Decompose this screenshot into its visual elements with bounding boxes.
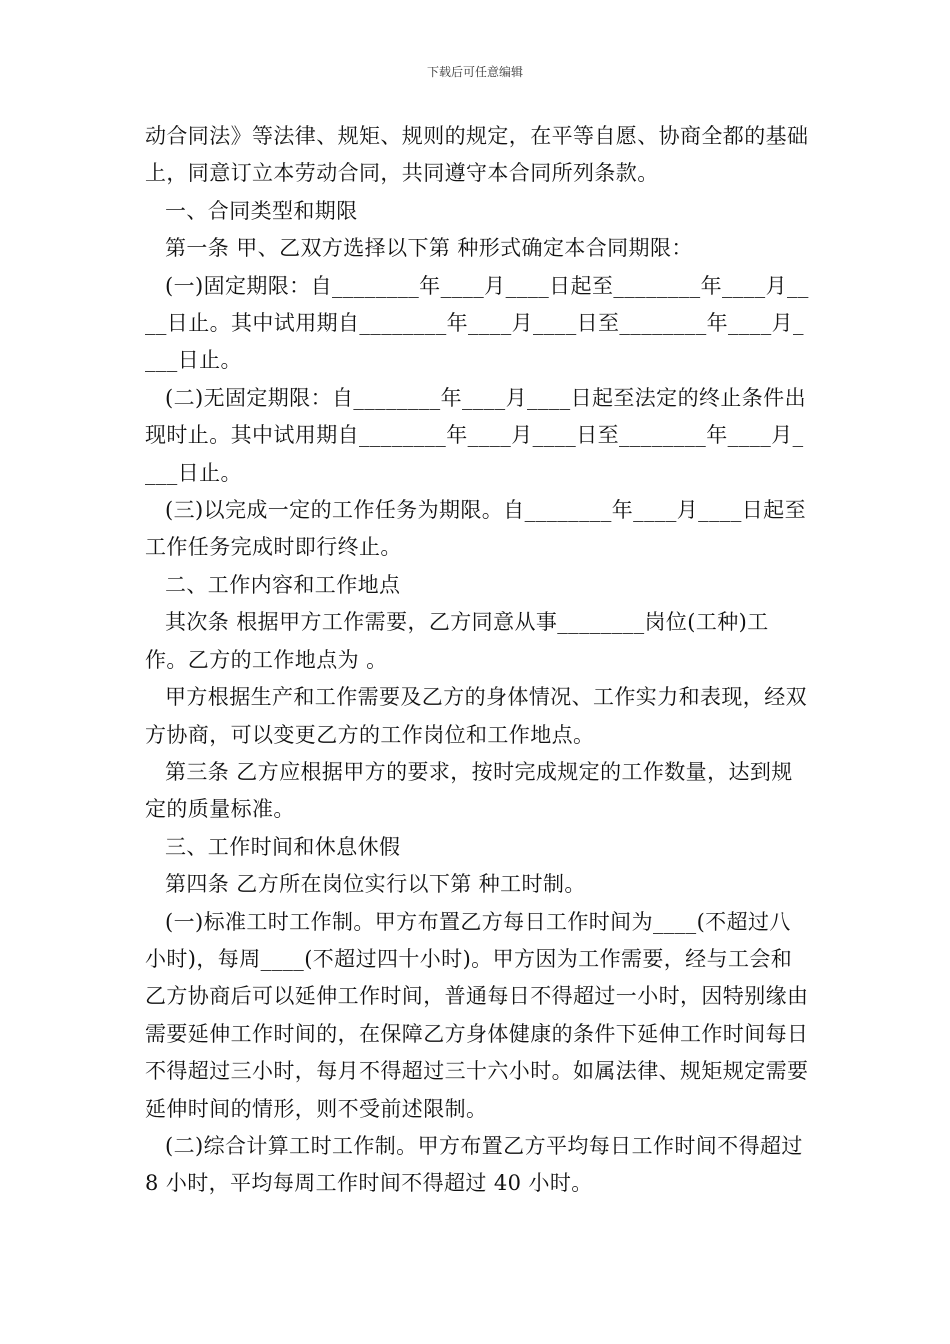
paragraph: 第一条 甲、乙双方选择以下第 种形式确定本合同期限： <box>165 236 693 261</box>
paragraph: 动合同法》等法律、规矩、规则的规定，在平等自愿、协商全都的基础上，同意订立本劳动合同，共同遵守本合同所列条款。 <box>145 124 809 186</box>
paragraph: 第三条 乙方应根据甲方的要求，按时完成规定的工作数量，达到规定的质量标准。 <box>145 759 793 822</box>
paragraph: 甲方根据生产和工作需要及乙方的身体情况、工作实力和表现，经双方协商，可以变更乙方的工作岗位和工作地点。 <box>145 685 807 747</box>
section-heading: 一、合同类型和期限 <box>165 198 358 223</box>
paragraph: 其次条 根据甲方工作需要，乙方同意从事________岗位(工种)工作。乙方的工作地点为 。 <box>145 610 769 672</box>
paragraph: (一)标准工时工作制。甲方布置乙方每日工作时间为____(不超过八小时)，每周____(不超过四十小时)。甲方因为工作需要，经与工会和乙方协商后可以延伸工作时间，普通每日不得超过一小时，因特别缘由需要延伸工作时间的，在保障乙方身体健康的条件下延伸工作时间每日不得超过三小时，每月不得超过三十六小时。如属法律、规矩规定需要延伸时间的情形，则不受前述限制。 <box>145 909 809 1121</box>
paragraph: (三)以完成一定的工作任务为期限。自________年____月____日起至工作任务完成时即行终止。 <box>145 498 806 560</box>
document-body <box>145 118 810 1203</box>
paragraph: (二)无固定期限：自________年____月____日起至法定的终止条件出现时止。其中试用期自________年____月____日至________年____月____日止。 <box>145 385 806 485</box>
paragraph: 第四条 乙方所在岗位实行以下第 种工时制。 <box>165 872 586 897</box>
page-header-note: 下载后可任意编辑 <box>426 65 523 79</box>
section-heading: 三、工作时间和休息休假 <box>165 834 401 859</box>
section-heading: 二、工作内容和工作地点 <box>165 572 401 597</box>
paragraph: (二)综合计算工时工作制。甲方布置乙方平均每日工作时间不得超过 8 小时，平均每周工作时间不得超过 40 小时。 <box>145 1133 803 1196</box>
paragraph: (一)固定期限：自________年____月____日起至________年____月____日止。其中试用期自________年____月____日至________年____月____日止。 <box>145 273 809 373</box>
